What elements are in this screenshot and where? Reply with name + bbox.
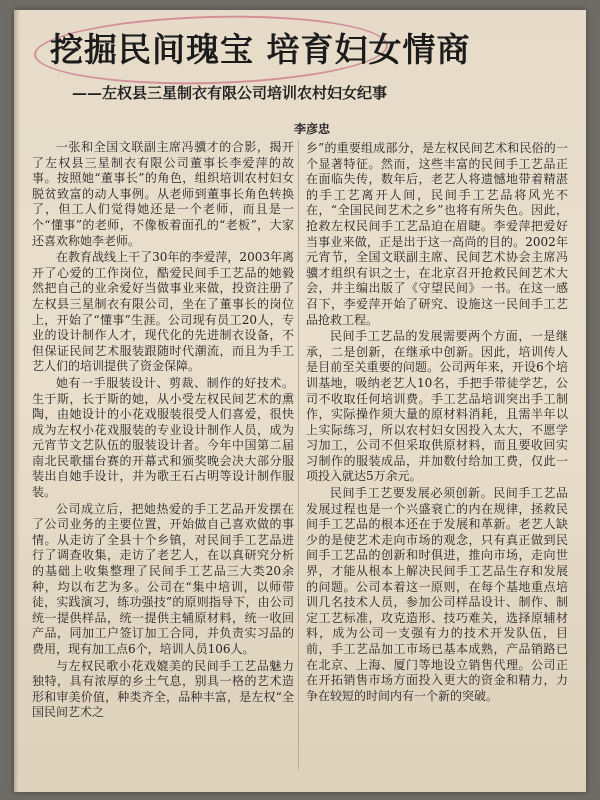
paragraph: 与左权民歌小花戏媲美的民间手工艺品魅力独特，具有浓厚的乡土气息，别具一格的艺术造形和审美价值，种类齐全，品种丰富，是左权“全国民间艺术之	[32, 658, 294, 720]
paragraph: 公司成立后，把她热爱的手工艺品开发摆在了公司业务的主要位置，开始做自己喜欢做的事情。从走访了全县十个乡镇，对民间手工艺品进行了调查收集，走访了老艺人，在以真研究分析的基础上收集整理了民间手工艺品三大类20余种，均以布艺为多。公司在“集中培训，以师带徒，实践演习，练功强技”的原则指导下，由公司统一提供样品，统一提供主辅原材料，统一收回产品，同加工户签订加工合同，并负责实习品的费用，现有加工点6个，培训人员106人。	[32, 501, 294, 656]
paragraph: 一张和全国文联副主席冯骥才的合影，揭开了左权县三星制衣有限公司董事长李爱萍的故事。按照她“董事长”的角色，组织培训农村妇女脱贫致富的动人事例。从老师到董事长角色转换了，但工人们觉得她还是一个老师，而且是一个“懂事”的老师，不像板着面孔的“老板”，大家还喜欢称她李老师。	[32, 140, 294, 248]
author-byline: 李彦忠	[294, 122, 331, 136]
left-column	[32, 140, 294, 722]
paragraph: 乡”的重要组成部分，是左权民间艺术和民俗的一个显著特征。然而，这些丰富的民间手工艺品正在面临失传，数年后，老艺人将遗憾地带着精湛的手工艺离开人间，民间手工艺品将风光不在，“全国民间艺术之乡”也将有所失色。因此，抢救左权民间手工艺品迫在眉睫。李爱萍把爱好当事业来做，正是出于这一高尚的目的。2002年元宵节，全国文联副主席、民间艺术协会主席冯骥才组织有识之士，在北京召开抢救民间艺术大会，并主编出版了《守望民间》一书。在这一感召下，李爱萍开始了研究、设施这一民间手工艺品抢救工程。	[306, 141, 568, 327]
subheadline: ——左权县三星制衣有限公司培训农村妇女纪事	[72, 84, 388, 102]
paragraph: 在教育战线上干了30年的李爱萍，2003年离开了心爱的工作岗位，酷爱民间手工艺品的她毅然把自己的业余爱好当做事业来做，投资注册了左权县三星制衣有限公司，坐在了董事长的岗位上，开始了“懂事”生涯。公司现有员工20人，专业的设计制作人才，现代化的先进制衣设备，不但保证民间艺术服装跟随时代潮流，而且为手工艺人们的培训提供了资金保障。	[32, 250, 294, 374]
headline: 挖掘民间瑰宝 培育妇女情商	[50, 30, 471, 69]
paragraph: 民间手工艺品的发展需要两个方面，一是继承，二是创新，在继承中创新。因此，培训传人是目前至关重要的问题。公司两年来，开设6个培训基地，吸纳老艺人10名，手把手带徒学艺，公司不收取任何培训费。手工艺品培训突出手工制作，实际操作须大量的原材料消耗，且需半年以上实际练习，所以农村妇女因投入太大，不愿学习加工，公司不但采取供原材料，而且要收回实习制作的服装成品，并加数付给加工费，仅此一项投入就达5万余元。	[306, 329, 568, 484]
right-column	[306, 141, 568, 705]
page-fold-shadow	[14, 10, 20, 792]
paragraph: 民间手工艺要发展必须创新。民间手工艺品发展过程也是一个兴盛衰亡的内在规律，拯救民间手工艺品的根本还在于发展和革新。老艺人缺少的是使艺术走向市场的观念，只有真正做到民间手工艺品的创新和时俱进，推向市场，走向世界，才能从根本上解决民间手工艺品生存和发展的问题。公司本着这一原则，在每个基地重点培训几名技术人员，参加公司样品设计、制作、制定工艺标准，攻克造形、技巧难关，选择原辅材料，成为公司一支强有力的技术开发队伍，目前，手工艺品加工市场已基本成熟，产品销路已在北京、上海、厦门等地设立销售代理。公司正在开拓销售市场方面投入更大的资金和精力，力争在较短的时间内有一个新的突破。	[306, 486, 568, 703]
paragraph: 她有一手服装设计、剪裁、制作的好技术。生于斯，长于斯的她，从小受左权民间艺术的熏陶，由她设计的小花戏服装很受人们喜爱，很快成为左权小花戏服装的专业设计制作人员，成为元宵节文艺队伍的服装设计者。今年中国第二届南北民歌擂台赛的开幕式和颁奖晚会决大部分服装出自她手设计，并为歌王石占明等设计制作服装。	[32, 375, 294, 500]
column-divider	[298, 140, 299, 770]
newspaper-clipping	[14, 10, 586, 792]
